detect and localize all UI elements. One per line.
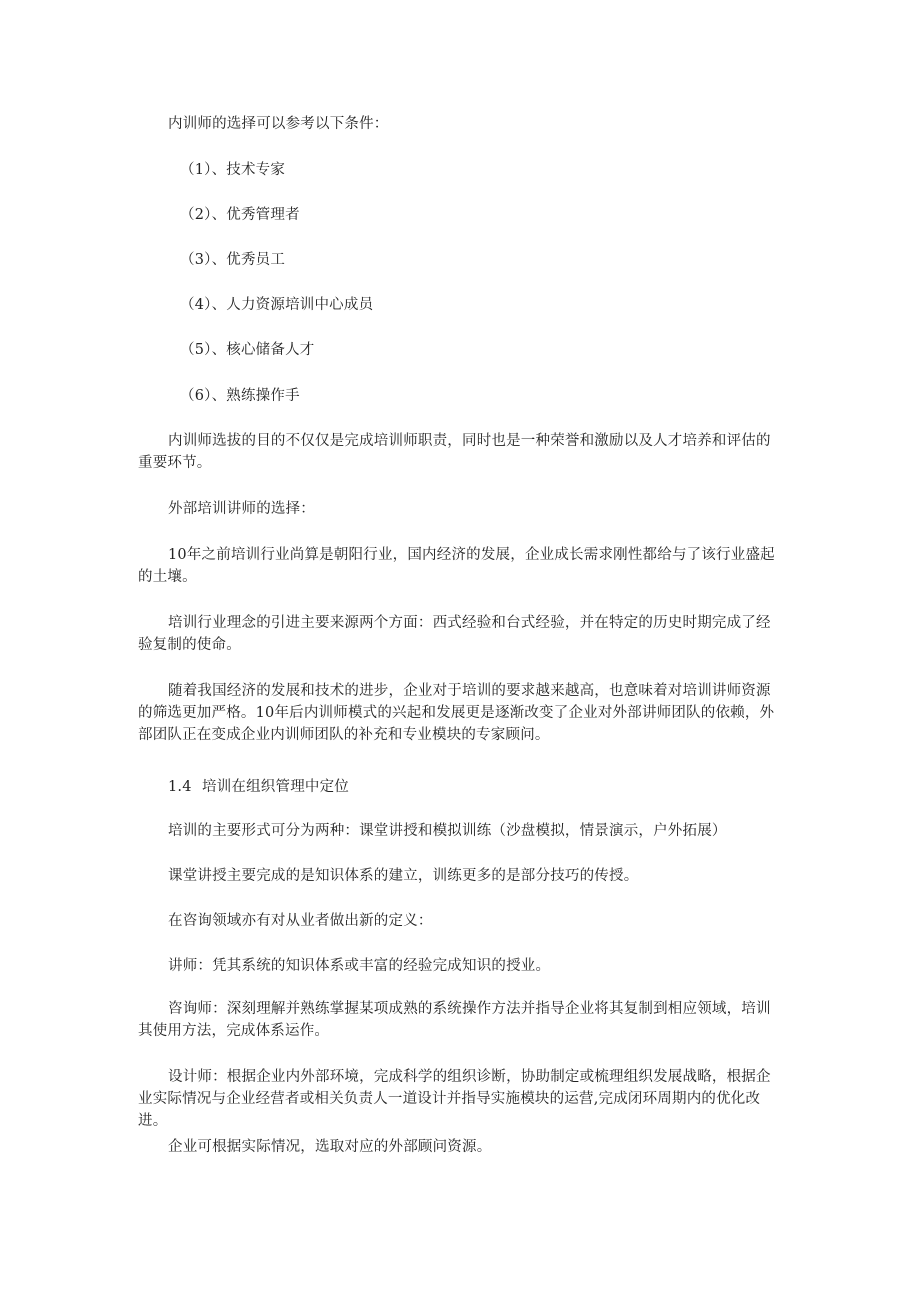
intro-paragraph: 内训师的选择可以参考以下条件： xyxy=(168,116,389,132)
condition-item-6: （6）、熟练操作手 xyxy=(180,388,300,404)
designer-paragraph: 设计师：根据企业内外部环境，完成科学的组织诊断，协助制定或梳理组织发展战略，根据企业实际情况与企业经营者或相关负责人一道设计并指导实施模块的运营,完成闭环周期内的优化改进。 xyxy=(138,1069,771,1129)
consultant-paragraph: 咨询师：深刻理解并熟练掌握某项成熟的系统操作方法并指导企业将其复制到相应领域，培训其使用方法，完成体系运作。 xyxy=(138,1001,771,1039)
industry-paragraph: 10年之前培训行业尚算是朝阳行业，国内经济的发展，企业成长需求刚性都给与了该行业盛起的土壤。 xyxy=(138,547,775,585)
development-paragraph: 随着我国经济的发展和技术的进步，企业对于培训的要求越来越高，也意味着对培训讲师资源的筛选更加严格。10年后内训师模式的兴起和发展更是逐渐改变了企业对外部讲师团队的依赖，外部团队正在变成企业内训师团队的补充和专业模块的专家顾问。 xyxy=(138,683,775,743)
condition-item-4: （4）、人力资源培训中心成员 xyxy=(180,297,374,313)
condition-item-1: （1）、技术专家 xyxy=(180,162,286,178)
conclusion-paragraph: 企业可根据实际情况，选取对应的外部顾问资源。 xyxy=(168,1139,492,1155)
section-number: 1.4 xyxy=(168,779,192,795)
condition-item-5: （5）、核心储备人才 xyxy=(180,342,315,358)
external-title: 外部培训讲师的选择： xyxy=(168,501,315,517)
section-title: 培训在组织管理中定位 xyxy=(202,779,349,795)
lecture-paragraph: 课堂讲授主要完成的是知识体系的建立，训练更多的是部分技巧的传授。 xyxy=(168,868,639,884)
section-heading xyxy=(168,776,814,798)
lecturer-paragraph: 讲师：凭其系统的知识体系或丰富的经验完成知识的授业。 xyxy=(168,958,551,974)
condition-item-2: （2）、优秀管理者 xyxy=(180,207,300,223)
forms-paragraph: 培训的主要形式可分为两种：课堂讲授和模拟训练（沙盘模拟，情景演示，户外拓展） xyxy=(168,823,727,839)
consult-paragraph: 在咨询领域亦有对从业者做出新的定义： xyxy=(168,913,433,929)
condition-item-3: （3）、优秀员工 xyxy=(180,252,286,268)
purpose-paragraph: 内训师选拔的目的不仅仅是完成培训师职责，同时也是一种荣誉和激励以及人才培养和评估的重要环节。 xyxy=(138,433,771,471)
concepts-paragraph: 培训行业理念的引进主要来源两个方面：西式经验和台式经验，并在特定的历史时期完成了经验复制的使命。 xyxy=(138,615,771,653)
